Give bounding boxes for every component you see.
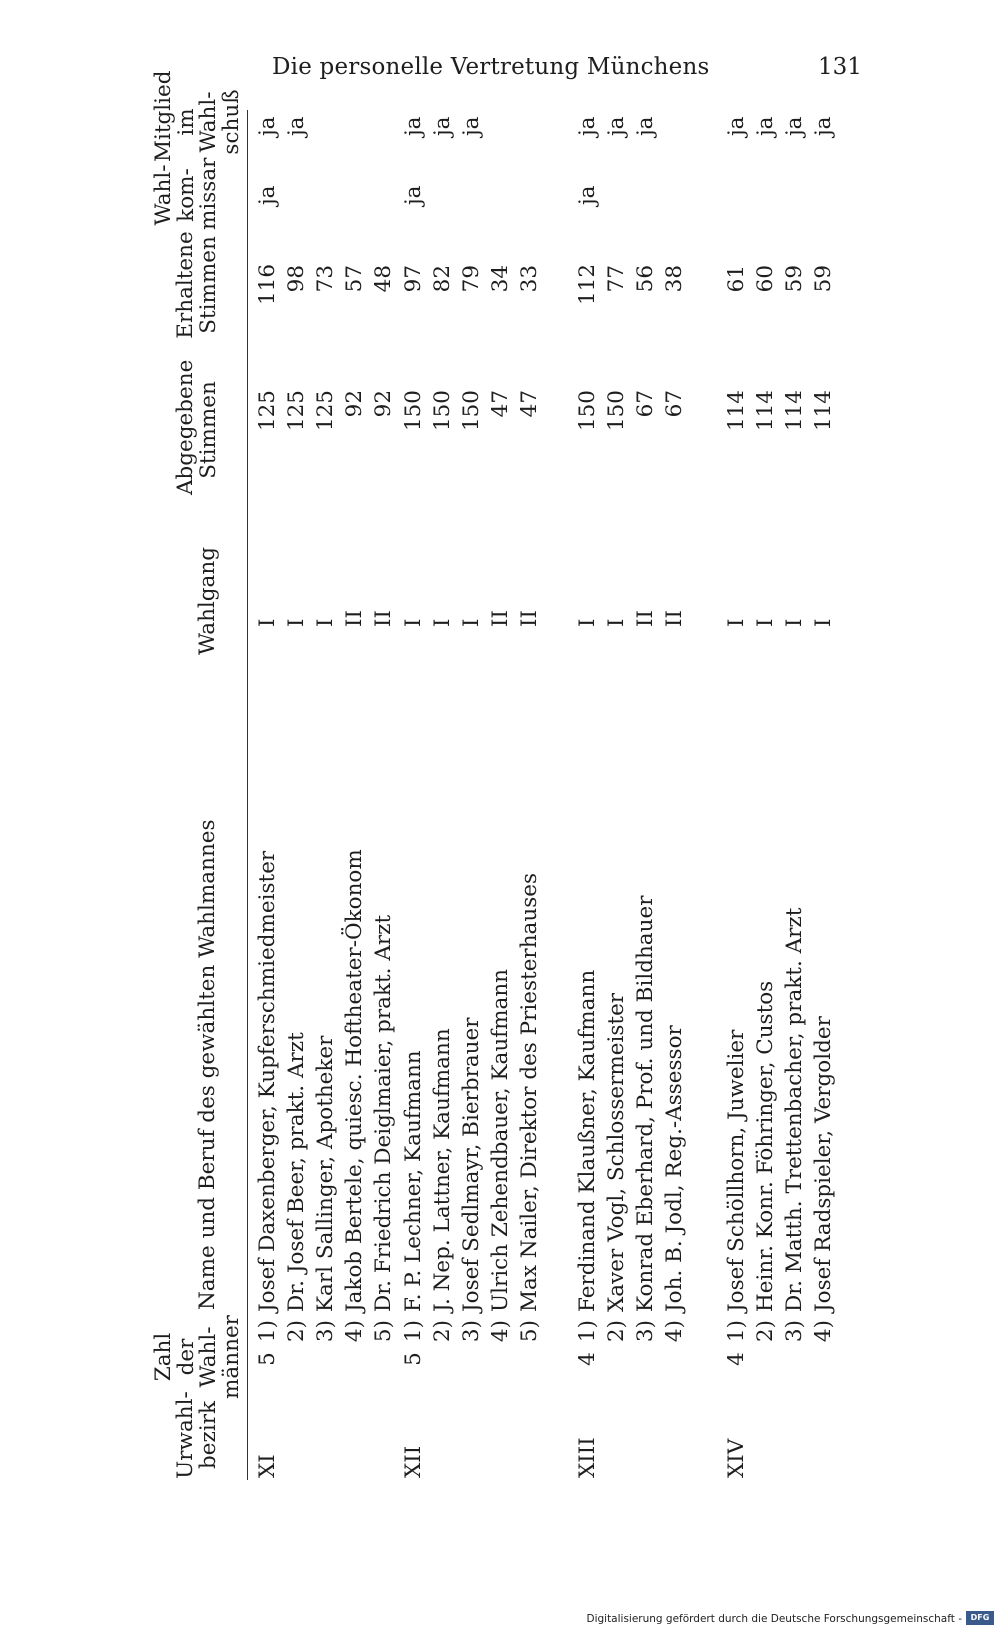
cell-name: Dr. Josef Beer, prakt. Arzt (284, 1032, 309, 1312)
header-erhaltene-line: Erhaltene (173, 231, 198, 339)
cell-name: Josef Daxenberger, Kupferschmiedmeister (255, 850, 280, 1312)
cell-nr: 2) (430, 1320, 455, 1343)
header-zahl-line: männer (218, 1315, 244, 1399)
cell-abgegebene: 114 (724, 390, 749, 432)
header-abgegebene-line: Stimmen (195, 381, 221, 479)
cell-erhaltene: 33 (517, 265, 542, 293)
cell-nr: 2) (604, 1320, 629, 1343)
cell-mitglied: ja (284, 116, 309, 136)
cell-abgegebene: 92 (342, 390, 367, 418)
cell-mitglied: ja (575, 116, 600, 136)
running-title: Die personelle Vertretung Münchens (272, 54, 710, 80)
header-wahlgang: Wahlgang (195, 547, 220, 655)
cell-nr: 1) (575, 1320, 600, 1343)
cell-abgegebene: 150 (401, 390, 426, 432)
cell-nr: 3) (313, 1320, 338, 1343)
cell-name: Konrad Eberhard, Prof. und Bildhauer (633, 895, 658, 1312)
cell-kommissar: ja (575, 185, 600, 205)
cell-mitglied: ja (430, 116, 455, 136)
cell-erhaltene: 59 (782, 265, 807, 293)
header-rule (247, 110, 248, 1480)
cell-abgegebene: 67 (662, 390, 687, 418)
district-label: XII (401, 1445, 426, 1478)
cell-wahlgang: I (313, 618, 338, 627)
cell-name: Josef Radspieler, Vergolder (811, 1016, 836, 1312)
cell-wahlgang: II (633, 610, 658, 627)
elector-count: 5 (255, 1352, 280, 1366)
cell-erhaltene: 61 (724, 265, 749, 293)
cell-name: Dr. Friedrich Deiglmaier, prakt. Arzt (371, 914, 396, 1312)
cell-wahlgang: I (604, 618, 629, 627)
cell-kommissar: ja (255, 185, 280, 205)
header-name: Name und Beruf des gewählten Wahlmannes (195, 819, 220, 1310)
cell-nr: 4) (488, 1320, 513, 1343)
cell-mitglied: ja (459, 116, 484, 136)
cell-abgegebene: 114 (753, 390, 778, 432)
cell-nr: 3) (782, 1320, 807, 1343)
cell-abgegebene: 47 (488, 390, 513, 418)
cell-name: Max Nailer, Direktor des Priesterhauses (517, 873, 542, 1312)
cell-name: Josef Schöllhorn, Juwelier (724, 1029, 749, 1312)
header-bezirk-line: bezirk (195, 1401, 221, 1469)
cell-nr: 4) (662, 1320, 687, 1343)
electors-table (151, 70, 836, 1480)
cell-name: Dr. Matth. Trettenbacher, prakt. Arzt (782, 907, 807, 1312)
header-zahl-line: Zahl der (151, 1332, 199, 1382)
cell-name: Josef Sedlmayr, Bierbrauer (459, 1017, 484, 1312)
cell-abgegebene: 47 (517, 390, 542, 418)
cell-abgegebene: 125 (313, 390, 338, 432)
cell-nr: 1) (724, 1320, 749, 1343)
header-erhaltene (175, 230, 220, 340)
header-kommissar-line: missar (196, 157, 222, 230)
header-abgegebene-line: Abgegebene (173, 359, 198, 495)
cell-name: Joh. B. Jodl, Reg.-Assessor (662, 1025, 687, 1312)
cell-name: J. Nep. Lattner, Kaufmann (430, 1028, 455, 1312)
cell-erhaltene: 98 (284, 265, 309, 293)
cell-name: Ulrich Zehendbauer, Kaufmann (488, 968, 513, 1312)
cell-wahlgang: I (782, 618, 807, 627)
header-abgegebene (173, 359, 221, 495)
cell-erhaltene: 48 (371, 265, 396, 293)
cell-mitglied: ja (604, 116, 629, 136)
cell-wahlgang: II (371, 610, 396, 627)
cell-abgegebene: 125 (284, 390, 309, 432)
cell-abgegebene: 150 (575, 390, 600, 432)
cell-nr: 1) (255, 1320, 280, 1343)
cell-erhaltene: 57 (342, 265, 367, 293)
cell-nr: 5) (517, 1320, 542, 1343)
elector-count: 4 (724, 1352, 749, 1366)
cell-erhaltene: 73 (313, 265, 338, 293)
header-kommissar-line: kom- (173, 168, 199, 222)
header-bezirk-line: Urwahl- (173, 1391, 198, 1479)
cell-abgegebene: 92 (371, 390, 396, 418)
cell-mitglied: ja (724, 116, 749, 136)
header-erhaltene-line: Stimmen (195, 236, 221, 334)
cell-mitglied: ja (633, 116, 658, 136)
cell-wahlgang: I (724, 618, 749, 627)
dfg-logo-icon: DFG (966, 1611, 994, 1625)
header-kommissar-line: Wahl- (151, 164, 176, 226)
cell-nr: 1) (401, 1320, 426, 1343)
cell-name: Karl Sallinger, Apotheker (313, 1035, 338, 1312)
cell-wahlgang: I (284, 618, 309, 627)
cell-mitglied: ja (811, 116, 836, 136)
cell-abgegebene: 150 (604, 390, 629, 432)
digitization-footer (0, 1604, 1000, 1630)
cell-wahlgang: I (430, 618, 455, 627)
district-label: XIII (575, 1437, 600, 1478)
cell-erhaltene: 97 (401, 265, 426, 293)
cell-nr: 4) (811, 1320, 836, 1343)
cell-erhaltene: 82 (430, 265, 455, 293)
cell-erhaltene: 38 (662, 265, 687, 293)
cell-nr: 3) (459, 1320, 484, 1343)
cell-name: Jakob Bertele, quiesc. Hoftheater-Ökonom (342, 849, 367, 1312)
cell-wahlgang: II (662, 610, 687, 627)
cell-wahlgang: I (575, 618, 600, 627)
page-header (0, 54, 1000, 94)
header-mitglied-line: im Wahl- (173, 91, 222, 153)
header-zahl (153, 1314, 243, 1400)
cell-erhaltene: 59 (811, 265, 836, 293)
cell-name: Ferdinand Klaußner, Kaufmann (575, 969, 600, 1312)
elector-count: 5 (401, 1352, 426, 1366)
header-mitglied-line: Mitglied (151, 70, 176, 162)
cell-erhaltene: 79 (459, 265, 484, 293)
cell-wahlgang: I (459, 618, 484, 627)
cell-erhaltene: 112 (575, 263, 600, 305)
cell-wahlgang: I (811, 618, 836, 627)
cell-nr: 3) (633, 1320, 658, 1343)
cell-abgegebene: 114 (811, 390, 836, 432)
cell-abgegebene: 67 (633, 390, 658, 418)
cell-name: Xaver Vogl, Schlossermeister (604, 992, 629, 1312)
cell-mitglied: ja (782, 116, 807, 136)
cell-abgegebene: 125 (255, 390, 280, 432)
cell-mitglied: ja (255, 116, 280, 136)
footer-credit: Digitalisierung gefördert durch die Deutsche Forschungsgemeinschaft - (586, 1613, 962, 1625)
cell-wahlgang: I (753, 618, 778, 627)
cell-nr: 2) (284, 1320, 309, 1343)
page-number: 131 (818, 54, 862, 80)
cell-wahlgang: I (255, 618, 280, 627)
cell-erhaltene: 116 (255, 263, 280, 305)
elector-count: 4 (575, 1352, 600, 1366)
cell-kommissar: ja (401, 185, 426, 205)
header-kommissar (151, 157, 222, 230)
cell-wahlgang: II (342, 610, 367, 627)
cell-erhaltene: 56 (633, 265, 658, 293)
cell-nr: 4) (342, 1320, 367, 1343)
cell-wahlgang: II (517, 610, 542, 627)
district-label: XIV (724, 1438, 749, 1478)
cell-name: F. P. Lechner, Kaufmann (401, 1050, 426, 1312)
header-bezirk (175, 1390, 220, 1480)
cell-mitglied: ja (753, 116, 778, 136)
cell-erhaltene: 34 (488, 265, 513, 293)
header-mitglied-line: schuß (218, 89, 244, 155)
cell-abgegebene: 150 (430, 390, 455, 432)
cell-erhaltene: 60 (753, 265, 778, 293)
cell-abgegebene: 150 (459, 390, 484, 432)
cell-wahlgang: I (401, 618, 426, 627)
cell-abgegebene: 114 (782, 390, 807, 432)
district-label: XI (255, 1454, 280, 1478)
cell-name: Heinr. Konr. Föhringer, Custos (753, 980, 778, 1312)
cell-nr: 2) (753, 1320, 778, 1343)
header-zahl-line: Wahl- (196, 1326, 222, 1388)
cell-nr: 5) (371, 1320, 396, 1343)
header-mitglied (151, 70, 244, 162)
cell-erhaltene: 77 (604, 265, 629, 293)
cell-wahlgang: II (488, 610, 513, 627)
cell-mitglied: ja (401, 116, 426, 136)
